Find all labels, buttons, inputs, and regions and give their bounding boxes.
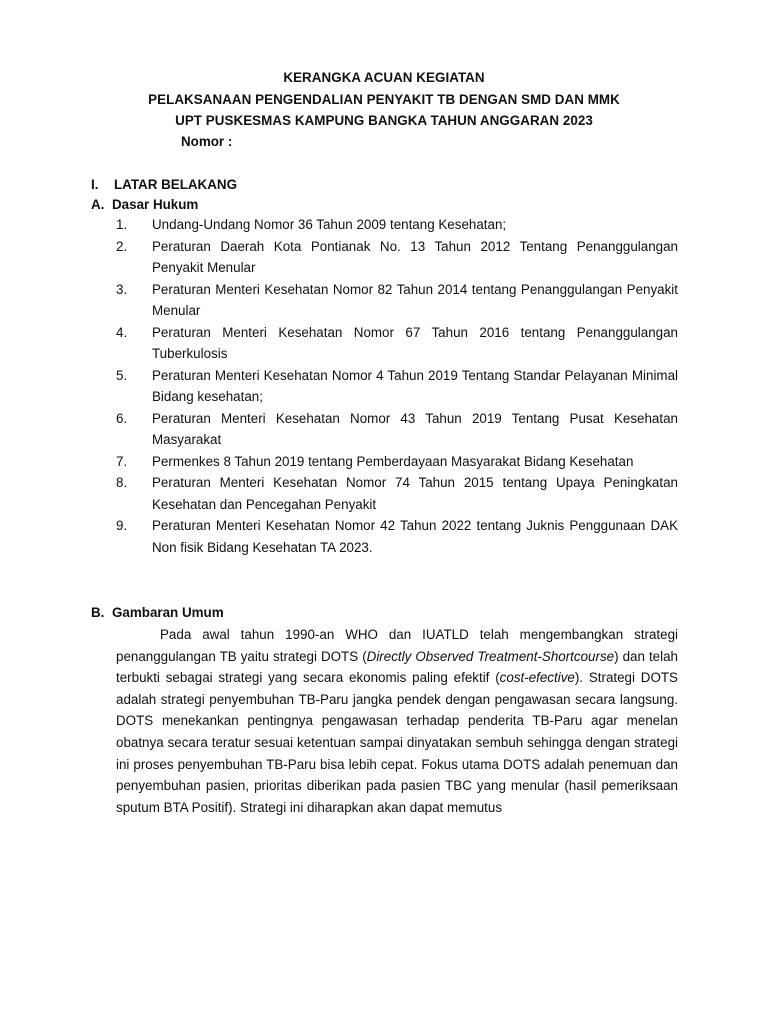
list-item-number: 8. — [116, 475, 128, 490]
list-item — [116, 236, 678, 279]
list-item — [116, 214, 678, 236]
overview-paragraph — [116, 624, 678, 818]
list-item-text: Peraturan Menteri Kesehatan Nomor 43 Tahun 2019 Tentang Pusat Kesehatan Masyarakat — [152, 410, 678, 447]
document-subtitle-institution: UPT PUSKESMAS KAMPUNG BANGKA TAHUN ANGGARAN 2023 — [175, 113, 593, 128]
nomor-label: Nomor : — [181, 134, 233, 149]
document-title: KERANGKA ACUAN KEGIATAN — [283, 70, 485, 85]
subsection-number: B. — [91, 605, 105, 620]
subsection-heading-dasar-hukum — [91, 197, 198, 213]
subsection-heading-gambaran-umum — [91, 605, 224, 621]
list-item-number: 5. — [116, 367, 128, 383]
list-item — [116, 472, 678, 515]
paragraph-text-2: ) dan telah terbukti sebagai strategi yang secara ekonomis paling efektif ( — [116, 648, 678, 686]
section-title: LATAR BELAKANG — [114, 177, 237, 192]
section-number: I. — [91, 177, 99, 192]
list-item-number: 1. — [116, 217, 128, 232]
list-item — [116, 408, 678, 451]
subsection-number: A. — [91, 197, 105, 212]
list-item-text: Peraturan Menteri Kesehatan Nomor 42 Tahun 2022 tentang Juknis Penggunaan DAK Non fisik Bidang Kesehatan TA 2023. — [152, 518, 678, 555]
list-item — [116, 279, 678, 322]
list-item-text: Peraturan Menteri Kesehatan Nomor 74 Tahun 2015 tentang Upaya Peningkatan Kesehatan dan Pencegahan Penyakit — [152, 475, 678, 512]
list-item-text: Undang-Undang Nomor 36 Tahun 2009 tentang Kesehatan; — [152, 217, 507, 232]
paragraph-italic-cost: cost-efective — [499, 670, 575, 686]
list-item-text: Permenkes 8 Tahun 2019 tentang Pemberdayaan Masyarakat Bidang Kesehatan — [152, 453, 634, 469]
subsection-title: Gambaran Umum — [112, 605, 224, 620]
list-item-number: 6. — [116, 410, 128, 426]
list-item-number: 2. — [116, 238, 128, 254]
list-item — [116, 515, 678, 558]
legal-basis-list — [116, 214, 678, 558]
list-item-text: Peraturan Daerah Kota Pontianak No. 13 Tahun 2012 Tentang Penanggulangan Penyakit Menular — [152, 238, 678, 275]
list-item — [116, 322, 678, 365]
document-subtitle: PELAKSANAAN PENGENDALIAN PENYAKIT TB DENGAN SMD DAN MMK — [148, 92, 620, 107]
list-item-text: Peraturan Menteri Kesehatan Nomor 4 Tahun 2019 Tentang Standar Pelayanan Minimal Bidang kesehatan; — [152, 367, 678, 404]
paragraph-italic-dots: Directly Observed Treatment-Shortcourse — [366, 648, 615, 664]
list-item-number: 9. — [116, 518, 128, 533]
paragraph-text-3: ). Strategi DOTS adalah strategi penyembuhan TB-Paru jangka pendek dengan pengawasan secara langsung. DOTS menekankan pentingnya pengawasan terhadap penderita TB-Paru agar menelan obatnya secara teratur sesuai ketentuan sampai dinyatakan sembuh sehingga dengan strategi ini proses penyembuhan TB-Paru bisa lebih cepat. Fokus utama DOTS adalah penemuan dan penyembuhan pasien, prioritas diberikan pada pasien TBC yang menular (hasil pemeriksaan sputum BTA Positif). Strategi ini diharapkan akan dapat memutus — [116, 670, 678, 815]
list-item-text: Peraturan Menteri Kesehatan Nomor 67 Tahun 2016 tentang Penanggulangan Tuberkulosis — [152, 324, 678, 361]
list-item-number: 4. — [116, 324, 128, 340]
list-item-number: 7. — [116, 453, 128, 469]
list-item — [116, 365, 678, 408]
list-item-text: Peraturan Menteri Kesehatan Nomor 82 Tahun 2014 tentang Penanggulangan Penyakit Menular — [152, 281, 678, 318]
section-heading-latar-belakang — [91, 177, 237, 193]
list-item — [116, 451, 678, 473]
subsection-title: Dasar Hukum — [112, 197, 199, 212]
list-item-number: 3. — [116, 281, 128, 297]
paragraph-text-1: Pada awal tahun 1990-an WHO dan IUATLD telah mengembangkan strategi penanggulangan TB yaitu strategi DOTS ( — [116, 627, 678, 664]
